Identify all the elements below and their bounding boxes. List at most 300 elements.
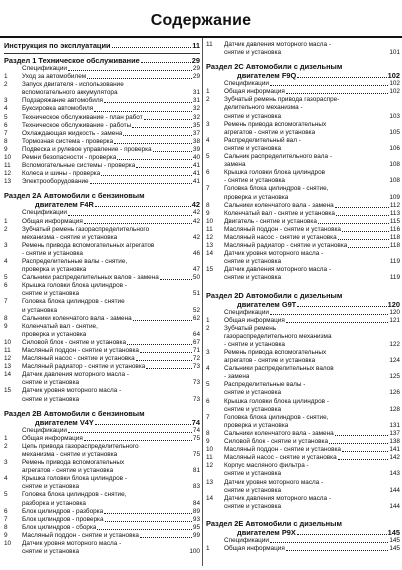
page-number: 52: [192, 306, 200, 314]
entry-title: Спецификации: [224, 308, 269, 316]
entry-number: 13: [4, 178, 12, 186]
dot-leader: [318, 223, 389, 224]
entry-number: 2: [4, 442, 8, 450]
toc-entry[interactable]: [4, 363, 200, 371]
entry-title: снятие и установка: [22, 483, 80, 491]
toc-entry[interactable]: [206, 317, 400, 325]
spacer: [206, 511, 400, 519]
entry-number: 12: [206, 233, 214, 241]
entry-number: 11: [206, 41, 213, 48]
toc-entry[interactable]: [4, 371, 200, 379]
dot-leader: [297, 306, 386, 307]
entry-title: снятие и установка: [224, 144, 282, 152]
toc-entry[interactable]: [4, 491, 200, 499]
entry-title: Подвеска и рулевое управление - проверка: [22, 145, 152, 153]
entry-number: 12: [4, 355, 12, 363]
page-number: 138: [389, 438, 400, 446]
toc-entry[interactable]: [206, 185, 400, 193]
toc-entry[interactable]: [4, 130, 200, 138]
entry-title: Масляный радиатор - снятие и установка: [224, 242, 348, 250]
entry-title: снятие и установка: [22, 548, 80, 556]
entry-title: снятие и установка: [22, 395, 80, 403]
section-title: Раздел 1 Техническое обслуживание: [4, 56, 140, 65]
page-number: 62: [192, 314, 200, 322]
column-divider: [202, 38, 203, 566]
section-heading[interactable]: [206, 519, 400, 528]
page-number: 124: [389, 357, 400, 365]
toc-entry[interactable]: [4, 114, 200, 122]
page-number: 102: [389, 80, 400, 88]
entry-title: снятие и установка: [224, 112, 282, 120]
dot-leader: [141, 62, 191, 63]
entry-title: Сальник распределительного вала -: [224, 153, 332, 161]
page-number: 31: [192, 89, 200, 97]
dot-leader: [101, 175, 192, 176]
toc-entry[interactable]: [4, 282, 200, 290]
toc-entry-continuation[interactable]: [4, 331, 200, 339]
entry-number: 10: [4, 539, 12, 547]
entry-title: Зубчатый ремень привода газораспре-: [224, 96, 340, 104]
entry-title: Датчик давления моторного масла -: [22, 371, 129, 379]
toc-entry-continuation[interactable]: [4, 500, 200, 508]
entry-number: 1: [4, 217, 8, 225]
page-number: 29: [192, 73, 200, 81]
dot-leader: [270, 542, 388, 543]
section-heading[interactable]: [206, 291, 400, 300]
entry-title: Сальники коленчатого вала - замена: [224, 201, 334, 209]
toc-entry-continuation[interactable]: [4, 396, 200, 404]
entry-number: 12: [4, 170, 12, 178]
entry-title: Спецификации: [224, 80, 269, 88]
toc-entry[interactable]: [206, 41, 400, 49]
section-title: двигателем P9X: [237, 527, 296, 537]
toc-entry[interactable]: [206, 309, 400, 317]
entry-title: - снятие и установка: [224, 177, 285, 185]
entry-title: Общая информация: [224, 88, 285, 96]
entry-title: разборка и установка: [22, 499, 86, 507]
page-number: 105: [389, 128, 400, 136]
section-title: Раздел 2В Автомобили с бензиновым: [4, 408, 145, 418]
entry-title: Коленчатый вал - снятие,: [22, 322, 98, 330]
dot-leader: [95, 424, 191, 425]
page-number: 81: [192, 467, 200, 475]
toc-entry-continuation[interactable]: [4, 548, 200, 556]
entry-title: Запуск двигателя - использование: [22, 81, 124, 89]
dot-leader: [338, 239, 389, 240]
dot-leader: [297, 534, 387, 535]
entry-title: Головка блока цилиндров - снятие,: [224, 413, 329, 421]
page-number: 99: [192, 531, 200, 539]
toc-entry[interactable]: [4, 298, 200, 306]
entry-title: Распределительный вал -: [224, 136, 301, 144]
page-number: 93: [192, 515, 200, 523]
entry-number: 1: [206, 88, 210, 96]
toc-entry[interactable]: [4, 65, 200, 73]
toc-entry[interactable]: [4, 387, 200, 395]
toc-entry[interactable]: [4, 524, 200, 532]
toc-entry[interactable]: [206, 462, 400, 470]
entry-title: Общая информация: [224, 544, 285, 552]
toc-entry[interactable]: [4, 258, 200, 266]
toc-entry-continuation[interactable]: [4, 250, 200, 258]
entry-title: Спецификации: [22, 426, 67, 434]
page-number: 113: [389, 209, 400, 217]
toc-entry[interactable]: [4, 81, 200, 89]
toc-entry-continuation[interactable]: [206, 161, 400, 169]
entry-title: Масляный насос - снятие и установка: [22, 355, 135, 363]
toc-entry[interactable]: [206, 545, 400, 553]
toc-entry[interactable]: [4, 508, 200, 516]
toc-entry-continuation[interactable]: [206, 274, 400, 282]
page-number: 119: [389, 258, 400, 266]
toc-entry[interactable]: [206, 226, 400, 234]
entry-number: 13: [4, 363, 12, 371]
page-number: 143: [389, 470, 400, 478]
toc-entry[interactable]: [206, 153, 400, 161]
entry-title: снятие и установка: [224, 470, 282, 478]
toc-entry[interactable]: [206, 325, 400, 333]
page-number: 89: [192, 507, 200, 515]
toc-entry[interactable]: [206, 537, 400, 545]
section-heading[interactable]: [4, 409, 200, 418]
toc-entry[interactable]: [206, 381, 400, 389]
toc-entry-continuation[interactable]: [206, 389, 400, 397]
toc-entry-continuation[interactable]: [4, 266, 200, 274]
entry-title: Уход за автомобилем: [22, 73, 87, 81]
entry-title: Техническое обслуживание - план работ: [22, 113, 143, 121]
section-title: Инструкция по эксплуатации: [4, 41, 111, 50]
toc-entry[interactable]: [206, 218, 400, 226]
entry-number: 11: [206, 225, 213, 233]
toc-entry-continuation[interactable]: [206, 177, 400, 185]
toc-entry[interactable]: [4, 435, 200, 443]
toc-entry[interactable]: [4, 323, 200, 331]
toc-entry[interactable]: [4, 339, 200, 347]
toc-entry-continuation[interactable]: [4, 89, 200, 97]
toc-entry[interactable]: [206, 349, 400, 357]
entry-number: 15: [206, 266, 214, 274]
entry-number: 4: [206, 136, 210, 144]
toc-entry[interactable]: [4, 540, 200, 548]
dot-leader: [132, 127, 192, 128]
toc-entry-continuation[interactable]: [206, 104, 400, 112]
toc-entry[interactable]: [4, 443, 200, 451]
toc-entry[interactable]: [4, 170, 200, 178]
section-heading[interactable]: [206, 300, 400, 309]
toc-entry[interactable]: [4, 97, 200, 105]
toc-entry-continuation[interactable]: [4, 379, 200, 387]
entry-title: Ремни безопасности - проверка: [22, 154, 117, 162]
entry-title: Коленчатый вал - снятие и установка: [224, 209, 335, 217]
entry-number: 8: [4, 137, 8, 145]
toc-entry[interactable]: [206, 96, 400, 104]
section-separator: [4, 53, 200, 54]
page-number: 121: [389, 316, 400, 324]
page-number: 118: [389, 242, 400, 250]
entry-number: 10: [206, 446, 214, 454]
dot-leader: [105, 521, 192, 522]
toc-entry[interactable]: [206, 250, 400, 258]
toc-entry[interactable]: [206, 80, 400, 88]
dot-leader: [104, 102, 192, 103]
entry-number: 1: [206, 544, 210, 552]
dot-leader: [95, 206, 191, 207]
toc-entry[interactable]: [4, 475, 200, 483]
dot-leader: [348, 247, 388, 248]
spacer: [206, 283, 400, 291]
toc-entry[interactable]: [4, 209, 200, 217]
entry-title: Силовой блок - снятие и установка: [22, 338, 127, 346]
toc-entry[interactable]: [4, 138, 200, 146]
entry-number: 13: [206, 478, 214, 486]
page-number: 145: [389, 536, 400, 544]
page-number: 75: [192, 450, 200, 458]
entry-title: снятие и установка: [224, 389, 282, 397]
entry-number: 10: [4, 338, 12, 346]
toc-entry[interactable]: [4, 347, 200, 355]
toc-entry-continuation[interactable]: [206, 341, 400, 349]
page-number: 131: [389, 421, 400, 429]
dot-leader: [90, 183, 192, 184]
entry-number: 1: [4, 434, 8, 442]
toc-entry[interactable]: [4, 162, 200, 170]
toc-entry-continuation[interactable]: [206, 487, 400, 495]
toc-entry-continuation[interactable]: [4, 307, 200, 315]
entry-title: Силовой блок - снятие и установка: [224, 438, 329, 446]
toc-entry[interactable]: [4, 355, 200, 363]
toc-entry[interactable]: [4, 122, 200, 130]
section-heading[interactable]: [206, 62, 400, 71]
page-number: 29: [191, 56, 200, 65]
entry-title: Масляный поддон - снятие и установка: [22, 531, 139, 539]
section-heading[interactable]: [4, 41, 200, 50]
toc-entry-continuation[interactable]: [206, 406, 400, 414]
section-heading[interactable]: [206, 71, 400, 80]
toc-entry[interactable]: [206, 121, 400, 129]
toc-entry-continuation[interactable]: [206, 333, 400, 341]
toc-entry[interactable]: [206, 479, 400, 487]
toc-entry[interactable]: [4, 154, 200, 162]
entry-title: Сальники распределительных валов: [224, 365, 334, 373]
page-number: 137: [389, 429, 400, 437]
section-title: Раздел 2Е Автомобили с дизельным: [206, 518, 342, 528]
entry-title: Спецификации: [22, 65, 67, 72]
page-number: 73: [192, 363, 200, 371]
toc-entry[interactable]: [4, 178, 200, 186]
toc-entry-continuation[interactable]: [206, 194, 400, 202]
entry-number: 5: [4, 274, 8, 282]
toc-entry[interactable]: [4, 105, 200, 113]
entry-number: 9: [206, 209, 210, 217]
toc-entry[interactable]: [206, 398, 400, 406]
page-number: 126: [389, 389, 400, 397]
page-number: 83: [192, 483, 200, 491]
entry-title: Подзаряжание автомобиля: [22, 97, 104, 105]
page-number: 32: [192, 105, 200, 113]
page-number: 42: [192, 209, 200, 217]
entry-title: Датчик уровня моторного масла -: [224, 250, 324, 258]
entry-title: Спецификации: [224, 536, 269, 544]
toc-entry[interactable]: [206, 365, 400, 373]
page-number: 50: [192, 274, 200, 282]
section-heading[interactable]: [4, 418, 200, 427]
toc-entry[interactable]: [206, 137, 400, 145]
toc-entry-continuation[interactable]: [4, 483, 200, 491]
toc-entry[interactable]: [4, 274, 200, 282]
toc-entry[interactable]: [206, 88, 400, 96]
entry-number: 3: [4, 97, 8, 105]
page-number: 116: [389, 225, 400, 233]
page-number: 141: [389, 446, 400, 454]
toc-entry[interactable]: [4, 427, 200, 435]
toc-entry[interactable]: [4, 315, 200, 323]
toc-entry[interactable]: [206, 454, 400, 462]
toc-entry[interactable]: [4, 459, 200, 467]
entry-title: механизма - снятие и установка: [22, 450, 118, 458]
dot-leader: [338, 459, 389, 460]
toc-entry-continuation[interactable]: [4, 467, 200, 475]
toc-entry[interactable]: [4, 242, 200, 250]
contents-column-left: [4, 41, 200, 556]
entry-number: 4: [4, 257, 8, 265]
entry-number: 4: [4, 105, 8, 113]
toc-entry-continuation[interactable]: [4, 290, 200, 298]
section-title: двигателем G9T: [237, 299, 297, 309]
dot-leader: [286, 322, 389, 323]
toc-entry[interactable]: [206, 234, 400, 242]
entry-title: Датчик уровня моторного масла -: [224, 478, 324, 486]
toc-entry[interactable]: [206, 495, 400, 503]
toc-entry[interactable]: [206, 438, 400, 446]
entry-title: Ремень привода вспомогательных: [224, 349, 327, 356]
toc-entry-continuation[interactable]: [206, 470, 400, 478]
entry-title: Датчик давления моторного масла -: [224, 494, 331, 502]
dot-leader: [329, 443, 388, 444]
entry-title: Сальники коленчатого вала - замена: [22, 314, 132, 322]
entry-title: проверка и установка: [22, 266, 87, 274]
toc-entry[interactable]: [206, 210, 400, 218]
toc-entry[interactable]: [4, 516, 200, 524]
page-title: Содержание: [150, 12, 252, 29]
entry-number: 5: [4, 491, 8, 499]
entry-number: 5: [206, 381, 210, 389]
dot-leader: [286, 550, 389, 551]
page-number: 41: [192, 178, 200, 186]
entry-title: Двигатель - снятие и установка: [224, 217, 317, 225]
toc-entry[interactable]: [206, 169, 400, 177]
section-heading[interactable]: [4, 191, 200, 200]
entry-title: Общая информация: [224, 316, 285, 324]
section-heading[interactable]: [206, 528, 400, 537]
page-number: 145: [389, 544, 400, 552]
entry-title: снятие и установка: [224, 258, 282, 266]
entry-title: Зубчатый ремень: [224, 324, 277, 332]
entry-number: 14: [4, 371, 12, 379]
page-number: 74: [191, 417, 200, 427]
entry-number: 14: [206, 494, 214, 502]
page-number: 120: [387, 299, 400, 309]
page-number: 51: [192, 290, 200, 298]
entry-title: Цепь привода газораспределительного: [22, 442, 139, 450]
toc-entry-continuation[interactable]: [206, 357, 400, 365]
section-heading[interactable]: [4, 56, 200, 65]
toc-entry-continuation[interactable]: [206, 129, 400, 137]
toc-entry[interactable]: [206, 414, 400, 422]
toc-entry[interactable]: [206, 446, 400, 454]
entry-title: Крышка головки блока цилиндров -: [22, 282, 127, 290]
toc-entry-continuation[interactable]: [4, 451, 200, 459]
entry-title: Ремень привода вспомогательных агрегатов: [22, 241, 155, 249]
entry-title: Вспомогательные системы - проверка: [22, 162, 136, 170]
entry-number: 5: [4, 113, 8, 121]
toc-entry[interactable]: [4, 226, 200, 234]
page-number: 71: [192, 347, 200, 354]
toc-entry-continuation[interactable]: [206, 113, 400, 121]
toc-entry-continuation[interactable]: [206, 145, 400, 153]
toc-entry-continuation[interactable]: [206, 422, 400, 430]
toc-entry[interactable]: [4, 73, 200, 81]
toc-entry[interactable]: [4, 146, 200, 154]
dot-leader: [160, 279, 192, 280]
entry-number: 8: [206, 201, 210, 209]
entry-title: Масляный радиатор - снятие и установка: [22, 363, 146, 371]
entry-title: Крышка головки блока цилиндров -: [224, 397, 329, 405]
toc-entry[interactable]: [206, 430, 400, 438]
entry-number: 8: [4, 523, 8, 531]
entry-title: Масляный поддон - снятие и установка: [22, 347, 139, 354]
section-title: Раздел 2А Автомобили с бензиновым: [4, 191, 145, 201]
dot-leader: [146, 368, 192, 369]
toc-entry-continuation[interactable]: [206, 49, 400, 57]
entry-title: снятие и установка: [224, 405, 282, 413]
toc-entry-continuation[interactable]: [206, 258, 400, 266]
dot-leader: [153, 151, 192, 152]
entry-title: агрегатов - снятие и установка: [224, 128, 316, 136]
entry-title: Техническое обслуживание - работы: [22, 121, 132, 129]
section-heading[interactable]: [4, 200, 200, 209]
page-number: 118: [389, 233, 400, 241]
toc-entry[interactable]: [206, 242, 400, 250]
entry-title: проверка и установка: [224, 421, 289, 429]
dot-leader: [270, 314, 388, 315]
page-number: 42: [192, 217, 200, 225]
page-number: 41: [192, 162, 200, 170]
section-title: Раздел 2С Автомобили с дизельным: [206, 62, 343, 72]
page-number: 122: [389, 340, 400, 348]
entry-number: 13: [206, 242, 214, 250]
entry-title: Масляный поддон - снятие и установка: [224, 446, 341, 454]
page-number: 73: [192, 395, 200, 403]
entry-title: Распределительные валы - снятие,: [22, 257, 128, 265]
dot-leader: [123, 135, 191, 136]
toc-entry[interactable]: [206, 266, 400, 274]
toc-entry-continuation[interactable]: [206, 503, 400, 511]
toc-entry-continuation[interactable]: [206, 373, 400, 381]
entry-title: Общая информация: [22, 434, 83, 442]
entry-title: проверка и установка: [224, 193, 289, 201]
toc-entry[interactable]: [4, 218, 200, 226]
entry-title: Масляный поддон - снятие и установка: [224, 225, 341, 233]
dot-leader: [114, 143, 192, 144]
toc-entry[interactable]: [206, 202, 400, 210]
toc-entry[interactable]: [4, 532, 200, 540]
entry-title: Охлаждающая жидкость - замена: [22, 129, 123, 137]
entry-number: 4: [4, 475, 8, 483]
toc-entry-continuation[interactable]: [4, 234, 200, 242]
entry-number: 3: [206, 120, 210, 128]
entry-number: 11: [206, 454, 213, 462]
page-number: 42: [191, 200, 200, 210]
